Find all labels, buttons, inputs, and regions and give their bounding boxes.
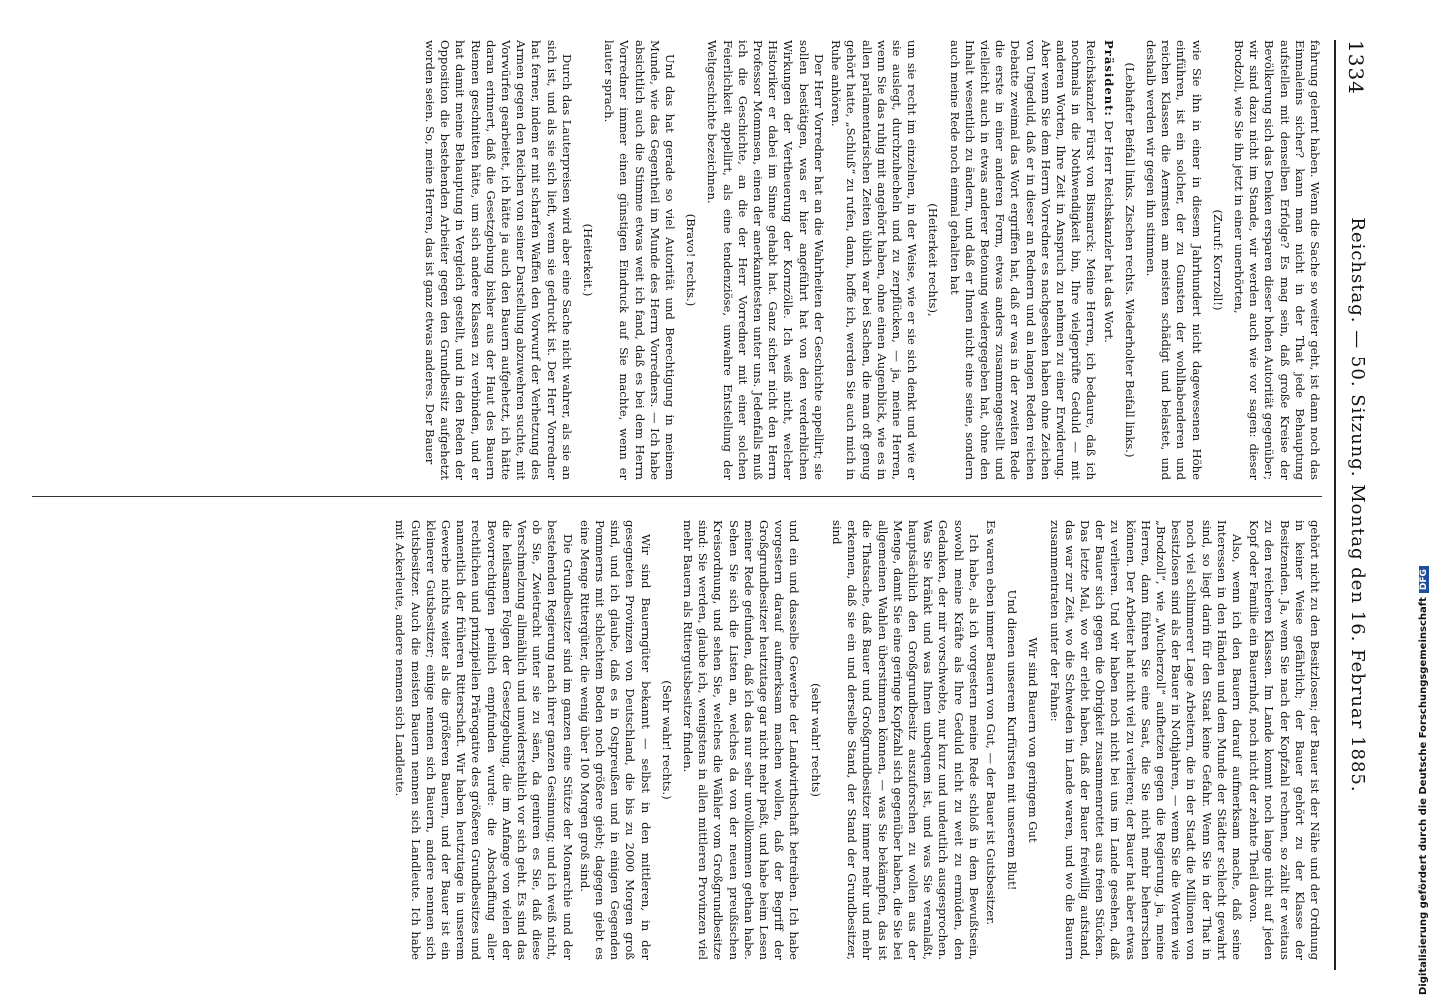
credit-text: Digitalisierung gefördert durch die Deutsche Forschungsgemeinschaft: [1418, 597, 1429, 995]
stage-direction: (Lebhafter Beifall links. Zischen rechts. Wiederholter Beifall links.): [1122, 62, 1137, 458]
page-header: [1334, 40, 1370, 970]
paragraph: Der Herr Vorredner hat an die Wahrheiten der Geschichte appellirt; sie sollen bestätigen, was er hier angeführt hat von den verderblichen Wirkungen der Vertheuerung der Kornzölle. Ich weiß nicht, welcher Historiker er dabei im Sinne gehabt hat. Ganz sicher nicht den Herrn Professor Mommsen, einen der anerkanntesten unter uns. Jedenfalls muß ich die Geschichte, an die der Herr Vorredner mit einer solchen Feierlichkeit appellirt, als eine tendenziöse, unwahre Entstellung der Weltgeschichte bezeichnen.: [705, 40, 826, 480]
stage-direction: (Zuruf: Korrzoll!): [1210, 209, 1225, 311]
column-divider: [32, 496, 1322, 497]
page-title: Reichstag. — 50. Sitzung. Montag den 16. Februar 1885.: [1347, 217, 1368, 793]
speaker-text: Der Herr Reichskanzler hat das Wort.: [1101, 120, 1116, 343]
right-column: [32, 520, 1322, 960]
stage-direction: (Bravo! rechts.): [684, 213, 699, 307]
speaker-label: Präsident:: [1101, 40, 1116, 117]
paragraph: um sie recht im einzelnen, in der Weise, wie er sie sich denkt und wie er sie auslegt, durchzuhecheln und zu zerpflücken, — ja, meine Herren, wenn Sie das ruhig mit angehört haben, ohne einen Augenblick, wie es in allen parlamentarischen Zeiten üblich war bei Sachen, die man oft genug gehört hatte, „Schluß“ zu rufen, dann, hoffe ich, werden Sie auch mich in Ruhe anhören.: [829, 40, 920, 480]
stage-direction: (Sehr wahr! rechts.): [659, 680, 674, 800]
paragraph: Und das hat gerade so viel Autorität und Berechtigung in meinem Munde, wie das Gegentheil im Munde des Herrn Vorredners. — Ich habe absichtlich auch die Stimme etwas weit ich fand, daß es bei dem Herrn Vorredner immer einen günstigen Eindruck auf Sie machte, wenn er lauter sprach.: [602, 40, 678, 480]
paragraph: Durch das Lauterpreisen wird aber eine Sache nicht wahrer, als sie an sich ist, und als sie sich lieft, wenn sie gedruckt ist. Der Herr Vorredner hat ferner, indem er mit scharfen Waffen den Vorwurf der Verhetzung des Armen gegen den Reichen von seiner Darstellung abzuwehren suchte, mit Vorwürfen gearbeitet, ich hätte ja auch den Bauern aufgehetzt, ich hätte daran erinnert, daß die Gesetzgebung bisher aus der Haut des Bauern Riemen geschnitten hätte, um sich andere Klassen zu verbinden, und er hat damit meine Behauptung in Vergleich gestellt, und in den Reden der Opposition die bestehenden Arbeiter gegen den Grundbesitz aufgehetzt worden seien. So, meine Herren, das ist ganz etwas anderes. Der Bauer: [423, 40, 574, 480]
digitization-credit: [1418, 566, 1429, 995]
speaker-line: [1100, 40, 1115, 480]
paragraph: Ich habe, als ich vorgestern meine Rede schloß in dem Bewußtsein, sowohl meine Kräfte als Ihre Geduld nicht zu weit zu ermüden, den Gedanken, der mir vorschwebte, nur kurz und undeutlich ausgesprochen. Was Sie kränkt und was Ihnen unbequem ist, und was Sie veranlaßt, hauptsächlich den Großgrundbesitz auszuforschen zu wollen aus der Menge, damit Sie eine geringe Kopfzahl sich gegenüber haben, die Sie bei allgemeinen Wahlen überstimmen können, — was Sie bekämpfen, das ist die Thatsache, daß Bauer und Großgrundbesitzer immer mehr und mehr erkennen, daß sie ein und derselbe Stand, der Stand der Grundbesitzer, sind: [829, 520, 981, 960]
paragraph: und ein und dasselbe Gewerbe der Landwirthschaft betreiben. Ich habe vorgestern darauf aufmerksam machen wollen, daß der Begriff der Großgrundbesitzer heutzutage gar nicht mehr paßt, und habe beim Lesen meiner Rede gefunden, daß ich das nur sehr unvollkommen gethan habe. Sehen Sie sich die Listen an, welches da von der neuen preußischen Kreisordnung, und sehen Sie, welches die Wähler vom Großgrundbesitze sind: Sie werden, glaube ich, wenigstens in allen mittleren Provinzen viel mehr Bauern als Rittergutsbesitzer finden.: [681, 520, 802, 960]
paragraph: fahrung gelernt haben. Wenn die Sache so weiter geht, ist dann noch das Einmaleins sicher? kann man nicht in der That jede Behauptung aufstellen mit denselben Erfolge? Es mag sein, daß große Kreise der Bevölkerung sich das Denken ersparen dieser hohen Autorität gegenüber; wir sind dazu nicht im Stande, wir werden auch wie vor sagen: dieser Brodzoll, wie Sie ihn jetzt in einer unerhörten,: [1231, 40, 1322, 480]
paragraph: Also, wenn ich den Bauern darauf aufmerksam mache, daß seine Interessen in den Händen und dem Munde der Städter schlecht gewahrt sind, so liegt darin für den Staat keine Gefahr. Wenn Sie in der That in noch viel schlimmerer Lage Arbeitern, die in der Stadt die Millionen von besitzlosen sind als der Bauer in Nothjahren, — wenn Sie die Worten wie „Brodzoll“, wie „Wucherzoll“ aufhetzen gegen die Regierung, ja, meine Herren, dann führen Sie eine Saat, die Sie nicht mehr beherrschen können. Der Arbeiter hat nicht viel zu verlieren; der Bauer hat aber etwas zu verlieren. Und wir haben noch nicht bei uns im Lande gesehen, daß der Bauer sich gegen die Obrigkeit zusammenrottet aus freien Stücken. Das letzte Mal, wo wir erlebt haben, daß der Bauer freiwillig aufstand, das war zur Zeit, wo die Schweden im Lande waren, und wo die Bauern zusammentraten unter der Fahne:: [1047, 520, 1244, 960]
stage-direction: Und dienen unserem Kurfürsten mit unserem Blut!: [1005, 589, 1020, 891]
left-column: [32, 40, 1322, 480]
paragraph: Wir sind Bauerngüter bekannt — selbst in den mittleren, in der gesegneten Provinzen von Deutschland, die bis zu 2000 Morgen groß sind, und ich glaube, daß es in Ostpreußen und in einigen Gegenden Pommerns mit schlechtem Boden noch größere giebt; dagegen giebt es eine Menge Rittergüter, die wenig über 100 Morgen groß sind.: [577, 520, 653, 960]
stage-direction: (Heiterkeit.): [581, 223, 596, 297]
dfg-logo: DFG: [1419, 566, 1429, 593]
page-number: 1334: [1344, 40, 1368, 95]
paragraph: Reichskanzler Fürst von Bismarck: Meine Herren, ich bedaure, daß ich nochmals in die Nothwendigkeit bin, Ihre vielgeprüfte Geduld — mit anderen Worten, Ihre Zeit in Anspruch zu nehmen zu einer Erwiderung. Aber wenn Sie dem Herrn Vorredner es nachgesehen haben ohne Zeichen von Ungeduld, daß er in dieser an Rednern und an langen Reden reichen Debatte zweimal das Wort ergriffen hat, daß er was in der zweiten Rede die erste in einer anderen Form, etwas anders zusammengestellt und vielleicht auch in etwas anderer Betonung wiedergegeben hat, ohne den Inhalt wesentlich zu ändern, und daß er Ihnen nicht eine seine, sondern auch meine Rede noch einmal gehalten hat: [947, 40, 1099, 480]
paragraph: wie Sie ihn in einer in diesem Jahrhundert nicht dagewesenen Höhe einführen, ist ein solcher, der zu Gunsten der wohlhabenderen und reichen Klassen die Aermsten am meisten schädigt und belastet, und deshalb werden wir gegen ihn stimmen.: [1143, 40, 1204, 480]
paragraph: Die Grundbesitzer sind im ganzen eine Stütze der Monarchie und der bestehenden Regierung nach ihrer ganzen Gesinnung; und ich weiß nicht, ob Sie, Zwietracht unter sie zu säen, da geniren es Sie, daß diese Verschmelzung allmählich und unwiderstehlich vor sich geht. Es sind das die heilsamen Folgen der Gesetzgebung, die im Anfange von vielen der Bevorrechtigten peinlich empfunden wurde: die Abschaffung aller rechtlichen und prinzipiellen Prärogative des größeren Grundbesitzes und namentlich der früheren Ritterschaft. Wir haben heutzutage in unserem Gewerbe nichts weiter als die größeren Bauern, und der Bauer ist ein kleinerer Gutsbesitzer; einige nennen sich Bauern, andere nennen sich Gutsbesitzer. Auch die meisten Bauern nennen sich Landleute. Ich habe mit Ackerleute, andere nennen sich Landleute.: [393, 520, 575, 960]
paragraph: Es waren eben immer Bauern von Gut, — der Bauer ist Gutsbesitzer.: [983, 520, 998, 926]
stage-direction: (Heiterkeit rechts),: [926, 203, 941, 317]
stage-direction: Wir sind Bauern von geringem Gut: [1026, 637, 1041, 843]
paragraph: gehört nicht zu den Besitzlosen; der Bauer ist der Nähe und der Ordnung in keiner Weise gefährlich; der Bauer gehört zu der Klasse der Besitzenden. Ja, wenn Sie nach der Kopfzahl rechnen, so zählt er weitaus zu den reicheren Klassen. Im Lande kommt noch lange nicht auf jeden Kopf oder Familie ein Bauernhof, noch nicht der zehnte Theil davon.: [1247, 520, 1322, 960]
stage-direction: (sehr wahr! rechts): [808, 683, 823, 797]
